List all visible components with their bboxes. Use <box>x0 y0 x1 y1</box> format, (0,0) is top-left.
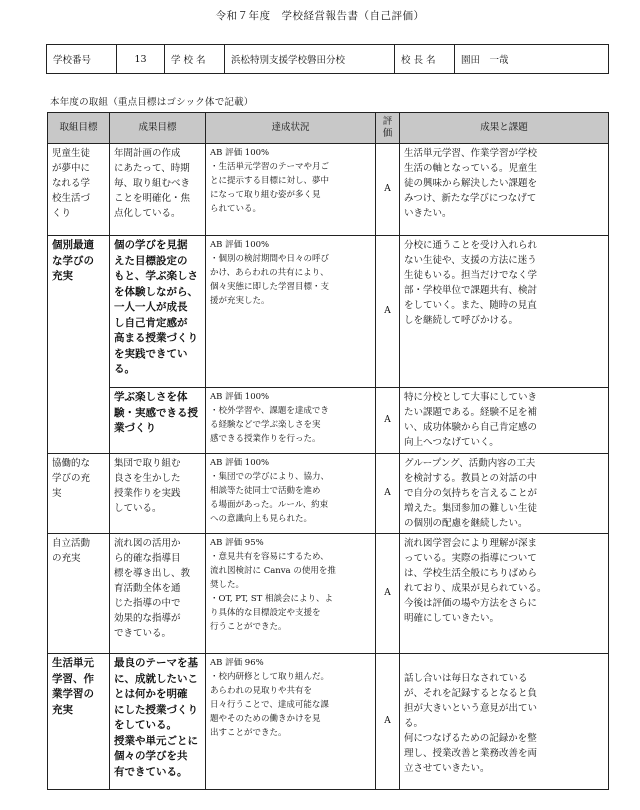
header-rating: 評 価 <box>376 113 400 144</box>
header-target: 成果目標 <box>110 113 206 144</box>
result-cell: 生活単元学習、作業学習が学校 生活の軸となっている。児童生 徒の興味から解決したい課題を みつけ、新たな学びにつなげて いきたい。 <box>400 144 609 236</box>
status-cell: AB 評価 100% ・校外学習や、課題を達成でき る経験などで学ぶ楽しさを実 感できる授業作りを行った。 <box>206 388 376 454</box>
table-row <box>48 454 609 534</box>
rating-cell: A <box>376 236 400 388</box>
rating-cell: A <box>376 534 400 654</box>
result-cell: 流れ図学習会により理解が深ま っている。実際の指導について は、学校生活全般にちりばめら れており、成果が見られている。 今後は評価の場や方法をさらに 明確にしていきたい。 <box>400 534 609 654</box>
table-row <box>48 236 609 388</box>
table-row <box>48 654 609 790</box>
result-cell: グループング、活動内容の工夫 を検討する。教員との対話の中 で自分の気持ちを言えることが 増えた。集団参加の難しい生徒 の個別の配慮を継続したい。 <box>400 454 609 534</box>
result-cell: 話し合いは毎日なされている が、それを記録するとなると負 担が大きいという意見が出てい る。 何につなげるための記録かを整 理し、授業改善と業務改善を両 立させていきたい。 <box>400 654 609 790</box>
table-row <box>48 388 609 454</box>
rating-cell: A <box>376 454 400 534</box>
result-cell: 特に分校として大事にしていき たい課題である。経験不足を補 い、成功体験から自己肯定感の 向上へつなげていく。 <box>400 388 609 454</box>
goal-cell: 生活単元 学習、作 業学習の 充実 <box>48 654 110 790</box>
principal-label: 校 長 名 <box>395 45 455 74</box>
school-number-value: 13 <box>117 45 165 74</box>
status-cell: AB 評価 96% ・校内研修として取り組んだ。 あらわれの見取りや共有を 日々行うことで、達成可能な課 題やそのための働きかけを見 出すことができた。 <box>206 654 376 790</box>
school-name-label: 学 校 名 <box>165 45 225 74</box>
target-cell: 最良のテーマを基 に、成就したいこ とは何かを明確 にした授業づくり をしている。 授業や単元ごとに 個々の学びを共 有できている。 <box>110 654 206 790</box>
header-status: 達成状況 <box>206 113 376 144</box>
status-cell: AB 評価 100% ・生活単元学習のテーマや月ご とに提示する目標に対し、夢中 になって取り組む姿が多く見 られている。 <box>206 144 376 236</box>
school-name-value: 浜松特別支援学校磐田分校 <box>225 45 395 74</box>
target-cell: 集団で取り組む 良さを生かした 授業作りを実践 している。 <box>110 454 206 534</box>
goal-cell: 個別最適 な学びの 充実 <box>48 236 110 454</box>
table-header-row <box>48 113 609 144</box>
target-cell: 流れ図の活用か ら的確な指導目 標を導き出し、教 育活動全体を通 じた指導の中で 効果的な指導が できている。 <box>110 534 206 654</box>
header-goal: 取組目標 <box>48 113 110 144</box>
section-subheading: 本年度の取組（重点目標はゴシック体で記載） <box>50 97 254 108</box>
target-cell: 学ぶ楽しさを体 験・実感できる授 業づくり <box>110 388 206 454</box>
goals-table <box>47 112 609 790</box>
school-number-label: 学校番号 <box>47 45 117 74</box>
table-row <box>48 144 609 236</box>
table-row <box>48 534 609 654</box>
goal-cell: 自立活動 の充実 <box>48 534 110 654</box>
target-cell: 年間計画の作成 にあたって、時期 毎、取り組むべき ことを明確化・焦 点化している。 <box>110 144 206 236</box>
header-result: 成果と課題 <box>400 113 609 144</box>
result-cell: 分校に通うことを受け入れられ ない生徒や、支援の方法に迷う 生徒もいる。担当だけでなく学 部・学校単位で課題共有、検討 をしていく。また、随時の見直 しを継続して呼びかける。 <box>400 236 609 388</box>
page-title: 令和７年度 学校経営報告書（自己評価） <box>215 10 425 22</box>
status-cell: AB 評価 100% ・個別の検討期間や日々の呼び かけ、あらわれの共有により、 個々実態に即した学習目標・支 援が充実した。 <box>206 236 376 388</box>
rating-cell: A <box>376 144 400 236</box>
target-cell: 個の学びを見据 えた目標設定の もと、学ぶ楽しさ を体験しながら、 一人一人が成長 し自己肯定感が 高まる授業づくり を実践できてい る。 <box>110 236 206 388</box>
status-cell: AB 評価 100% ・集団での学びにより、協力、 相談等た徒同士で活動を進め る場面があった。ルール、約束 への意識向上も見られた。 <box>206 454 376 534</box>
rating-cell: A <box>376 388 400 454</box>
goal-cell: 児童生徒 が夢中に なれる学 校生活づ くり <box>48 144 110 236</box>
rating-cell: A <box>376 654 400 790</box>
principal-name-value: 園田 一哉 <box>455 45 609 74</box>
school-info-table <box>46 44 609 74</box>
status-cell: AB 評価 95% ・意見共有を容易にするため、 流れ図検討に Canva の使用を推 奨した。 ・OT, PT, ST 相談会により、よ り具体的な目標設定や支援を 行うことができた。 <box>206 534 376 654</box>
goal-cell: 協働的な 学びの充 実 <box>48 454 110 534</box>
